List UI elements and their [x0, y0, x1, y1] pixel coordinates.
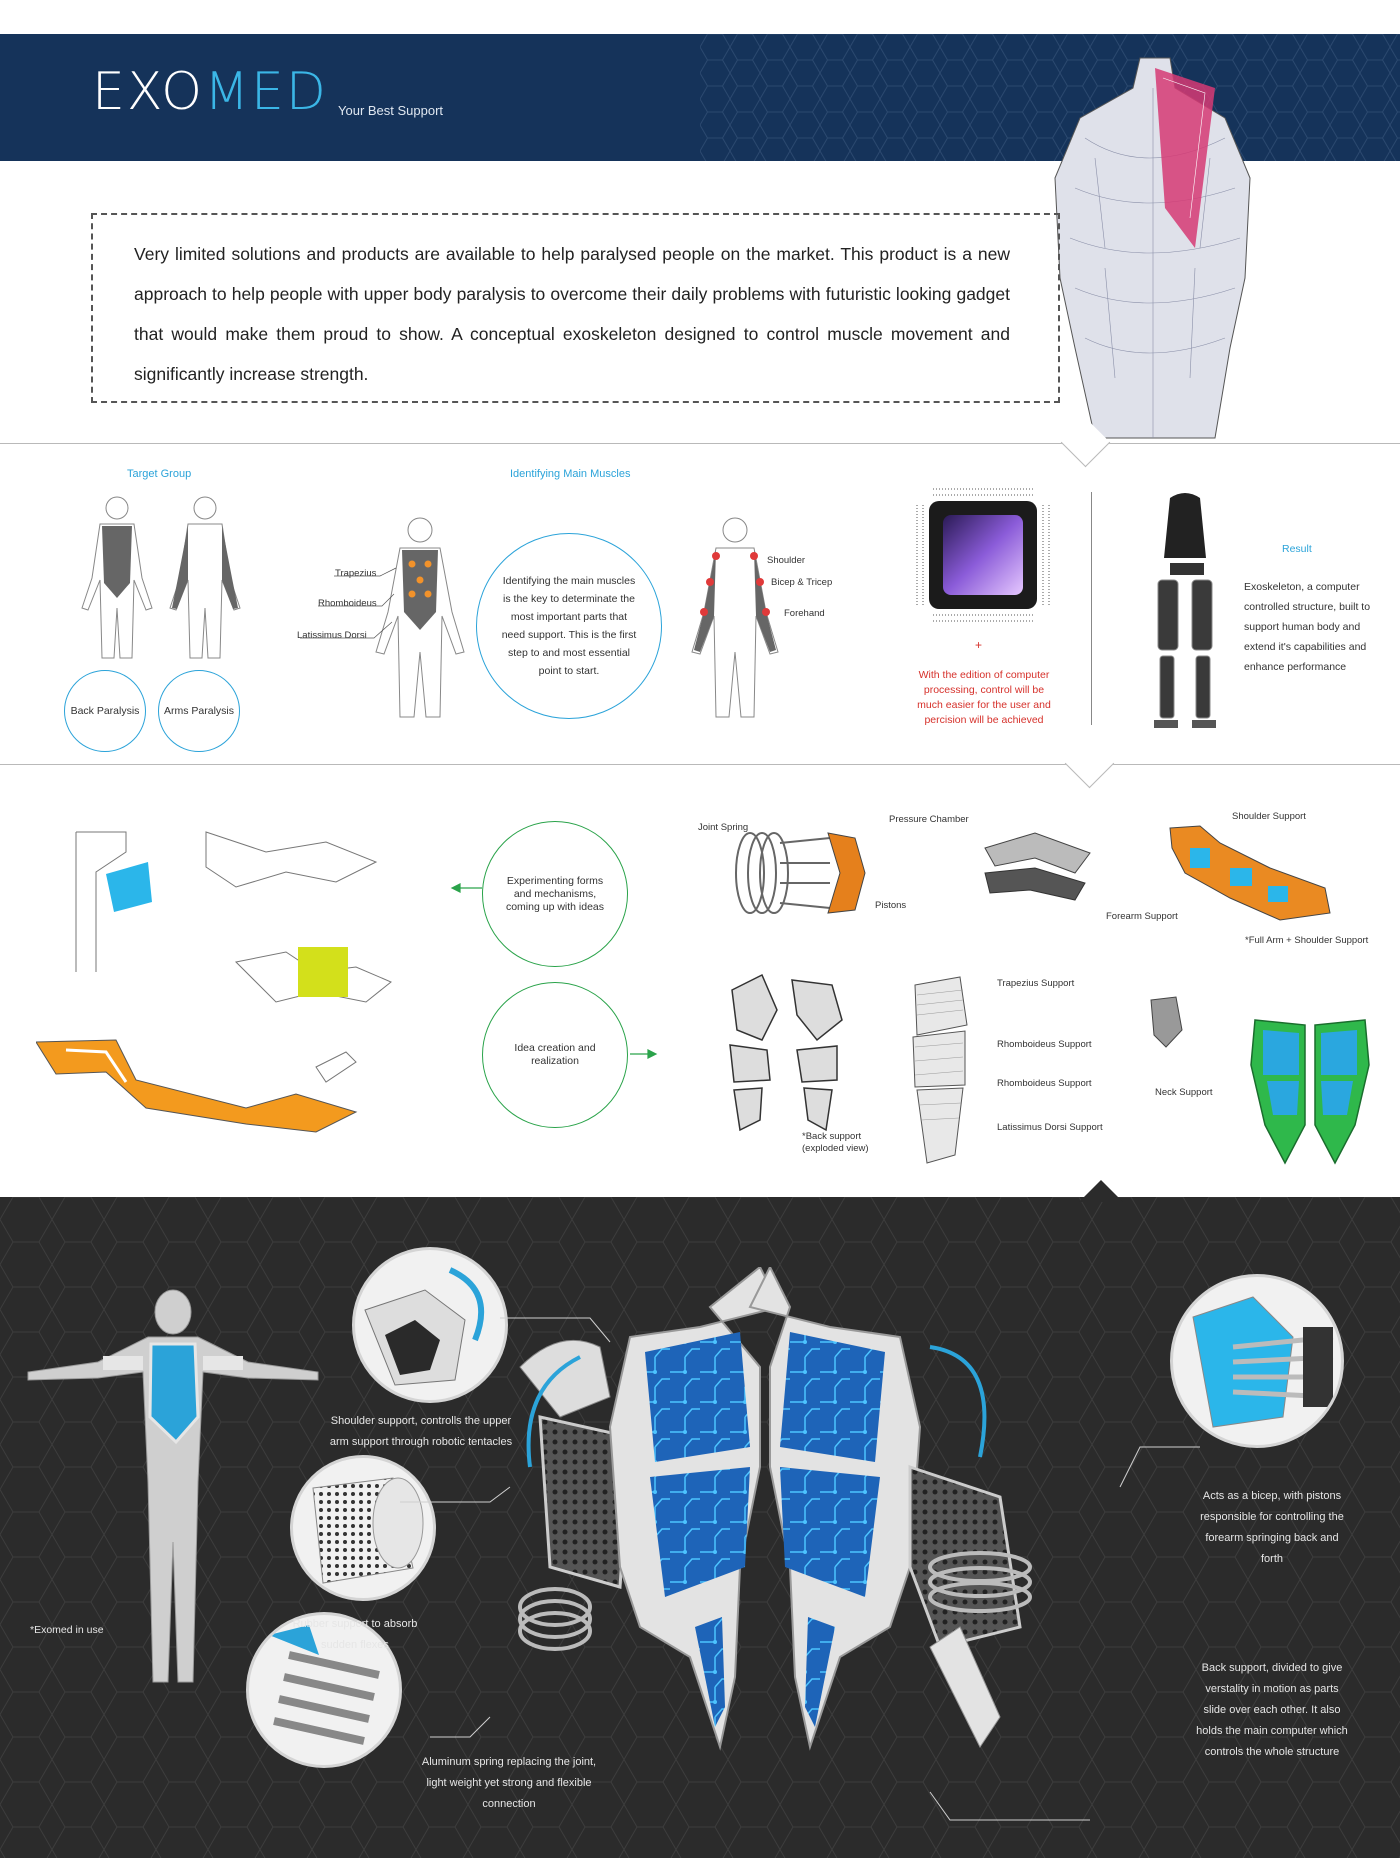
- in-use-caption: *Exomed in use: [30, 1624, 104, 1636]
- experimenting-text: Experimenting forms and mechanisms, coming up with ideas: [505, 874, 605, 913]
- label-latissimus-support: Latissimus Dorsi Support: [997, 1122, 1103, 1133]
- shoulder-support-render: [1160, 818, 1340, 928]
- divider-notch: [1065, 739, 1114, 788]
- forearm-support-render: [975, 828, 1095, 903]
- bicep-caption: Acts as a bicep, with pistons responsible for controlling the forearm springing back and forth: [1200, 1490, 1344, 1565]
- target-group-title: Target Group: [127, 468, 192, 480]
- label-rhomboideus: Rhomboideus: [318, 598, 377, 609]
- section-divider: [0, 764, 1400, 765]
- label-forearm-support: Forearm Support: [1106, 911, 1178, 922]
- identifying-circle: [476, 533, 662, 719]
- shoulder-caption: Shoulder support, controlls the upper arm support through robotic tentacles: [329, 1415, 513, 1448]
- concept-sketches: [36, 812, 416, 1162]
- muscle-leader-lines: [290, 560, 410, 650]
- logo-exo: EXO: [92, 62, 205, 122]
- label-pistons: Pistons: [875, 900, 907, 911]
- label-trapezius-support: Trapezius Support: [997, 978, 1075, 989]
- arms-paralysis-label: Arms Paralysis: [163, 705, 234, 717]
- computer-text: With the edition of computer processing, control will be much easier for the user and percision will be achieved: [917, 669, 1051, 726]
- label-rhomboideus-support-2: Rhomboideus Support: [997, 1078, 1092, 1089]
- intro-text: Very limited solutions and products are available to help paralysed people on the market. This product is a new approach to help people with upper body paralysis to overcome their daily problems with futuristic looking gadget that would make them proud to show. A conceptual exoskeleton designed to control muscle movement and significantly increase strength.: [134, 244, 1010, 384]
- back-caption: Back support, divided to give verstality in motion as parts slide over each other. It also holds the main computer which controls the whole structure: [1196, 1662, 1348, 1758]
- back-anatomy-illustration: [1045, 48, 1260, 446]
- label-forehand: Forehand: [784, 608, 825, 619]
- label-bicep: Bicep & Tricep: [771, 577, 833, 588]
- arms-paralysis-circle: [158, 670, 240, 752]
- muscles-title: Identifying Main Muscles: [510, 468, 631, 480]
- exoskeleton-result-image: [1140, 488, 1230, 740]
- dark-section-notch: [1079, 1180, 1123, 1202]
- result-title: Result: [1282, 543, 1312, 555]
- label-rhomboideus-support-1: Rhomboideus Support: [997, 1039, 1092, 1050]
- logo: [92, 62, 328, 122]
- neck-support-render: [1146, 995, 1186, 1050]
- label-latissimus: Latissimus Dorsi: [297, 630, 367, 641]
- label-shoulder-support: Shoulder Support: [1232, 811, 1306, 822]
- caption-leader-lines: [0, 1197, 1400, 1858]
- rubber-caption: Rubber support to absorb sudden flexes: [292, 1618, 418, 1651]
- label-back-support-exploded: *Back support (exploded view): [802, 1131, 869, 1154]
- label-shoulder: Shoulder: [767, 555, 806, 566]
- back-paralysis-label: Back Paralysis: [70, 705, 140, 717]
- processor-chip-icon: [913, 485, 1053, 625]
- tagline: Your Best Support: [338, 103, 444, 118]
- label-pressure-chamber: Pressure Chamber: [889, 814, 969, 825]
- back-support-exploded-render: [722, 970, 852, 1140]
- back-paralysis-circle: [64, 670, 146, 752]
- label-neck-support: Neck Support: [1155, 1087, 1213, 1098]
- render-section: [0, 1197, 1400, 1858]
- arm-muscle-figure: [680, 512, 790, 727]
- back-support-side-render: [905, 975, 975, 1165]
- idea-creation-text: Idea creation and realization: [514, 1042, 596, 1067]
- label-full-arm: *Full Arm + Shoulder Support: [1245, 935, 1369, 946]
- logo-med: MED: [204, 62, 328, 122]
- label-joint-spring: Joint Spring: [698, 822, 749, 833]
- joint-spring-render: [720, 818, 870, 928]
- section-divider: [0, 443, 1400, 444]
- vertical-separator: [1091, 492, 1092, 725]
- result-text: Exoskeleton, a computer controlled structure, built to support human body and extend it's capabilities and enhance performance: [1244, 581, 1371, 673]
- identifying-text: Identifying the main muscles is the key to determinate the most important parts that need support. This is the first step to and most essential point to start.: [501, 575, 637, 677]
- flow-arrows: [448, 880, 658, 1060]
- plus-sign: +: [975, 638, 983, 652]
- target-group-figures: [70, 488, 250, 668]
- back-support-green-render: [1245, 1005, 1375, 1165]
- label-trapezius: Trapezius: [335, 568, 377, 579]
- spring-caption: Aluminum spring replacing the joint, light weight yet strong and flexible connection: [421, 1756, 597, 1810]
